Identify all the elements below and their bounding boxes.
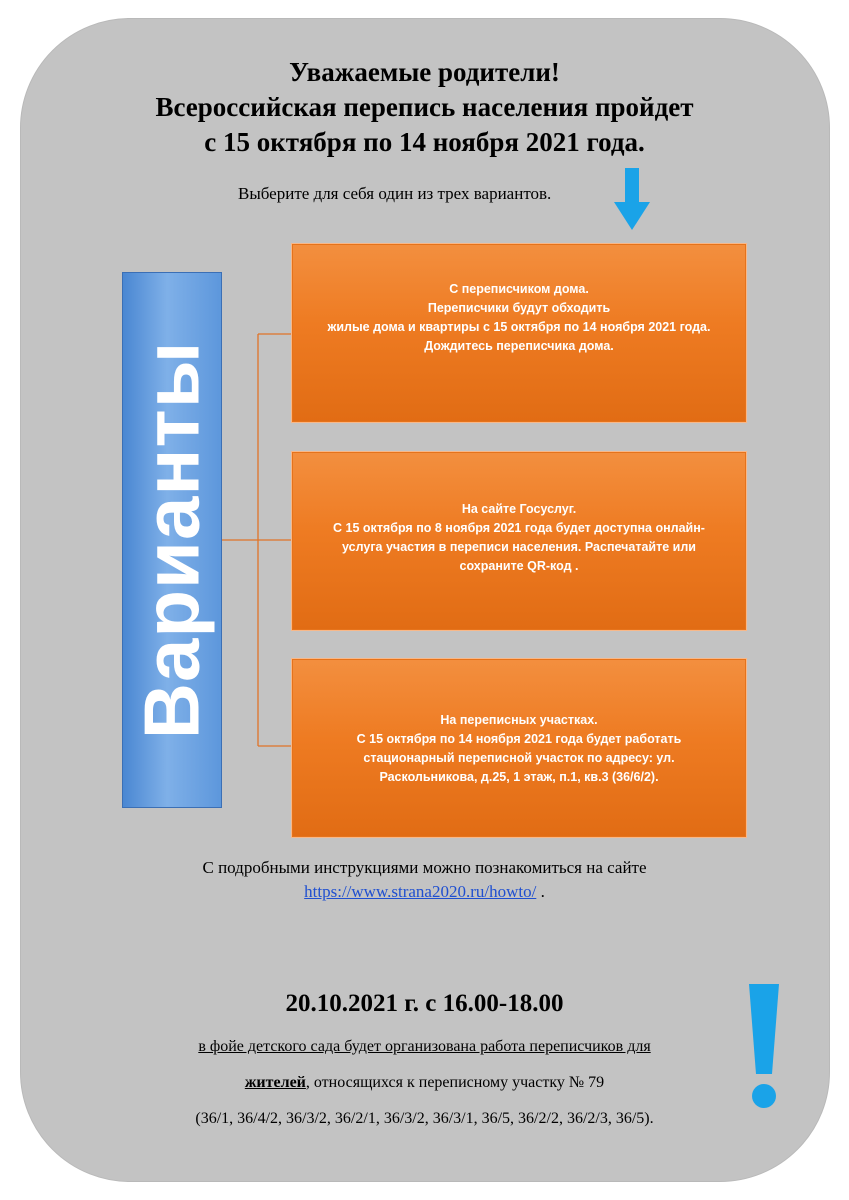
- option-title: На переписных участках.: [440, 713, 598, 727]
- event-residents: [0, 1074, 849, 1092]
- option-title: На сайте Госуслуг.: [461, 502, 577, 516]
- instructions-link[interactable]: https://www.strana2020.ru/howto/: [304, 882, 537, 901]
- instructions-suffix: .: [536, 882, 545, 901]
- option-line: Переписчики будут обходить: [427, 301, 611, 315]
- heading-dates: с 15 октября по 14 ноября 2021 года.: [204, 127, 645, 157]
- option-line: С 15 октября по 8 ноября 2021 года будет доступна онлайн-: [333, 521, 705, 535]
- residents-bold: жителей: [244, 1074, 306, 1091]
- event-date: 20.10.2021 г. с 16.00-18.00: [285, 990, 564, 1017]
- option-title: С переписчиком дома.: [449, 282, 589, 296]
- option-line: Дождитесь переписчика дома.: [424, 339, 614, 353]
- page-heading: [0, 55, 849, 160]
- option-line: стационарный переписной участок по адресу: ул.: [363, 751, 675, 765]
- heading-greeting: Уважаемые родители!: [289, 57, 560, 87]
- option-census-station: [291, 658, 747, 838]
- option-line: жилые дома и квартиры с 15 октября по 14 ноября 2021 года.: [327, 320, 711, 334]
- tree-connector: [222, 330, 294, 750]
- instructions-text: С подробными инструкциями можно познакомиться на сайте: [202, 858, 647, 877]
- residents-rest: , относящихся к переписному участку № 79: [305, 1074, 605, 1091]
- heading-census: Всероссийская перепись населения пройдет: [155, 92, 694, 122]
- option-home-visit: [291, 243, 747, 423]
- event-foyer-text: в фойе детского сада будет организована работа переписчиков для: [198, 1038, 651, 1055]
- choose-instruction: Выберите для себя один из трех вариантов.: [238, 184, 552, 203]
- option-line: С 15 октября по 14 ноября 2021 года будет работать: [356, 732, 682, 746]
- option-line: услуга участия в переписи населения. Распечатайте или: [342, 540, 696, 554]
- option-line: сохраните QR-код .: [459, 559, 579, 573]
- arrow-down-icon: [614, 168, 650, 232]
- exclamation-icon: [745, 980, 783, 1110]
- variants-banner: [122, 272, 222, 808]
- event-sections: (36/1, 36/4/2, 36/3/2, 36/2/1, 36/3/2, 36/3/1, 36/5, 36/2/2, 36/2/3, 36/5).: [195, 1110, 654, 1127]
- variants-label: Варианты: [127, 340, 216, 740]
- option-gosuslugi: [291, 451, 747, 631]
- option-line: Раскольникова, д.25, 1 этаж, п.1, кв.3 (36/6/2).: [379, 770, 659, 784]
- instructions-block: [0, 856, 849, 904]
